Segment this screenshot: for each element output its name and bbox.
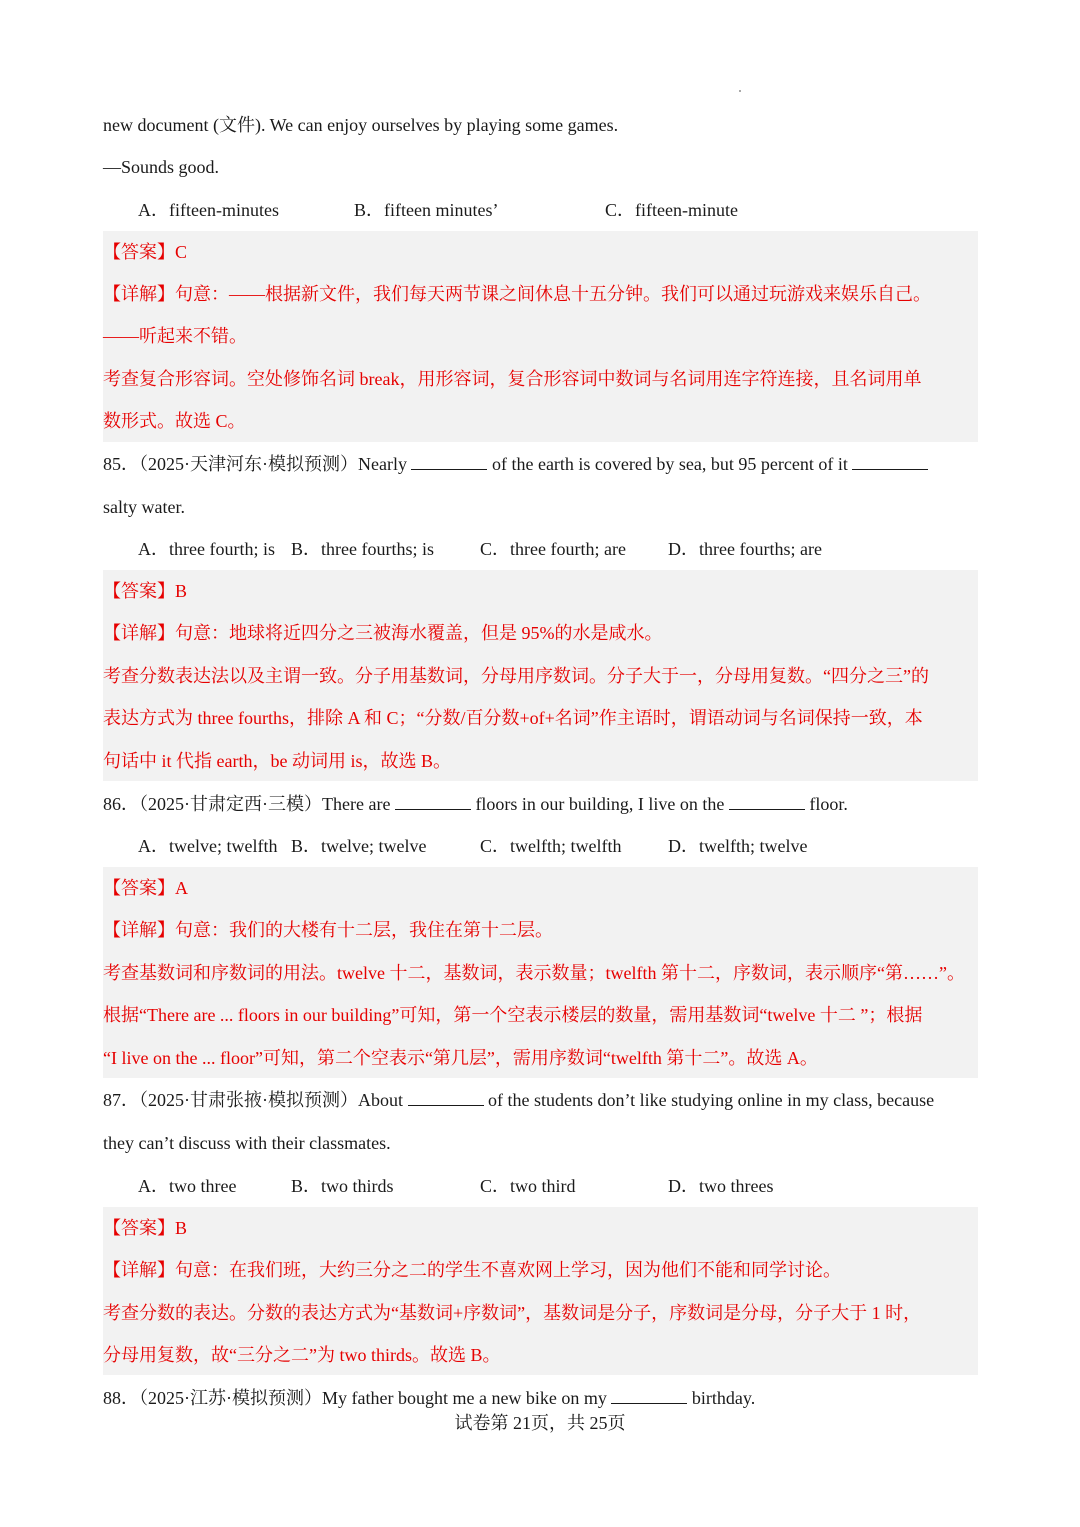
q85-detail-1: 【详解】句意：地球将近四分之三被海水覆盖，但是 95%的水是咸水。 xyxy=(103,623,663,643)
q86-option-a: A．twelve; twelfth xyxy=(138,836,278,856)
q87-option-a: A．two three xyxy=(138,1176,237,1196)
q85-line2: salty water. xyxy=(103,497,185,517)
q87-detail-1: 【详解】句意：在我们班，大约三分之二的学生不喜欢网上学习，因为他们不能和同学讨论。 xyxy=(103,1260,841,1280)
q84-line2: —Sounds good. xyxy=(103,157,220,177)
q84-detail-4: 数形式。故选 C。 xyxy=(103,411,246,431)
q85-prefix: 85．（2025·天津河东·模拟预测）Nearly xyxy=(103,454,407,474)
q84-option-a: A．fifteen-minutes xyxy=(138,200,279,220)
q87-line2: they can’t discuss with their classmates. xyxy=(103,1133,391,1153)
q84-detail-2: ——听起来不错。 xyxy=(103,326,247,346)
q86-detail-3: 根据“There are ... floors in our building”可知，第一个空表示楼层的数量，需用基数词“twelve 十二 ”；根据 xyxy=(103,1005,923,1025)
q86-prefix: 86．（2025·甘肃定西·三模）There are xyxy=(103,794,391,814)
q88-prefix: 88．（2025·江苏·模拟预测）My father bought me a new bike on my xyxy=(103,1388,607,1408)
q86-mid: floors in our building, I live on the xyxy=(475,794,725,814)
q84-detail-1: 【详解】句意：——根据新文件，我们每天两节课之间休息十五分钟。我们可以通过玩游戏来娱乐自己。 xyxy=(103,284,931,304)
q88-stem xyxy=(103,1386,755,1410)
q84-detail-3: 考查复合形容词。空处修饰名词 break，用形容词，复合形容词中数词与名词用连字符连接，且名词用单 xyxy=(103,369,922,389)
q85-detail-2: 考查分数表达法以及主谓一致。分子用基数词，分母用序数词。分子大于一，分母用复数。“四分之三”的 xyxy=(103,666,929,686)
q86-detail-4: “I live on the ... floor”可知，第二个空表示“第几层”，需用序数词“twelfth 第十二”。故选 A。 xyxy=(103,1048,818,1068)
q85-option-a: A．three fourth; is xyxy=(138,539,275,559)
q86-blank-1 xyxy=(395,793,471,810)
q86-blank-2 xyxy=(729,793,805,810)
q87-mid: of the students don’t like studying online in my class, because xyxy=(488,1090,935,1110)
q88-suffix: birthday. xyxy=(691,1388,756,1408)
page-footer: 试卷第 21页，共 25页 xyxy=(454,1413,626,1433)
q85-option-b: B．three fourths; is xyxy=(291,539,434,559)
q85-option-d: D．three fourths; are xyxy=(668,539,822,559)
q85-blank-1 xyxy=(411,453,487,470)
q85-answer: 【答案】B xyxy=(103,581,188,601)
q86-detail-2: 考查基数词和序数词的用法。twelve 十二，基数词，表示数量；twelfth 第十二，序数词，表示顺序“第……”。 xyxy=(103,963,965,983)
q86-option-d: D．twelfth; twelve xyxy=(668,836,808,856)
q87-option-c: C．two third xyxy=(480,1176,576,1196)
q88-blank xyxy=(611,1387,687,1404)
q84-option-c: C．fifteen-minute xyxy=(605,200,738,220)
q85-stem xyxy=(103,452,928,476)
q84-answer: 【答案】C xyxy=(103,242,188,262)
q86-option-c: C．twelfth; twelfth xyxy=(480,836,622,856)
q84-option-b: B．fifteen minutes’ xyxy=(354,200,499,220)
q85-option-c: C．three fourth; are xyxy=(480,539,626,559)
q86-suffix: floor. xyxy=(809,794,848,814)
q86-answer: 【答案】A xyxy=(103,878,188,898)
q86-stem xyxy=(103,792,848,816)
q85-blank-2 xyxy=(852,453,928,470)
q85-detail-3: 表达方式为 three fourths，排除 A 和 C；“分数/百分数+of+名词”作主语时，谓语动词与名词保持一致，本 xyxy=(103,708,923,728)
speck-mark xyxy=(739,90,741,92)
q86-detail-1: 【详解】句意：我们的大楼有十二层，我住在第十二层。 xyxy=(103,920,553,940)
q87-blank xyxy=(408,1089,484,1106)
q84-line1: new document (文件). We can enjoy ourselves by playing some games. xyxy=(103,115,619,135)
q87-option-b: B．two thirds xyxy=(291,1176,394,1196)
q86-option-b: B．twelve; twelve xyxy=(291,836,427,856)
q87-detail-2: 考查分数的表达。分数的表达方式为“基数词+序数词”，基数词是分子，序数词是分母，分子大于 1 时， xyxy=(103,1303,922,1323)
q85-mid: of the earth is covered by sea, but 95 percent of it xyxy=(491,454,848,474)
q87-detail-3: 分母用复数，故“三分之二”为 two thirds。故选 B。 xyxy=(103,1345,501,1365)
q87-option-d: D．two threes xyxy=(668,1176,774,1196)
q87-stem xyxy=(103,1088,934,1112)
q87-prefix: 87．（2025·甘肃张掖·模拟预测）About xyxy=(103,1090,403,1110)
q87-answer: 【答案】B xyxy=(103,1218,188,1238)
q85-detail-4: 句话中 it 代指 earth，be 动词用 is，故选 B。 xyxy=(103,751,451,771)
